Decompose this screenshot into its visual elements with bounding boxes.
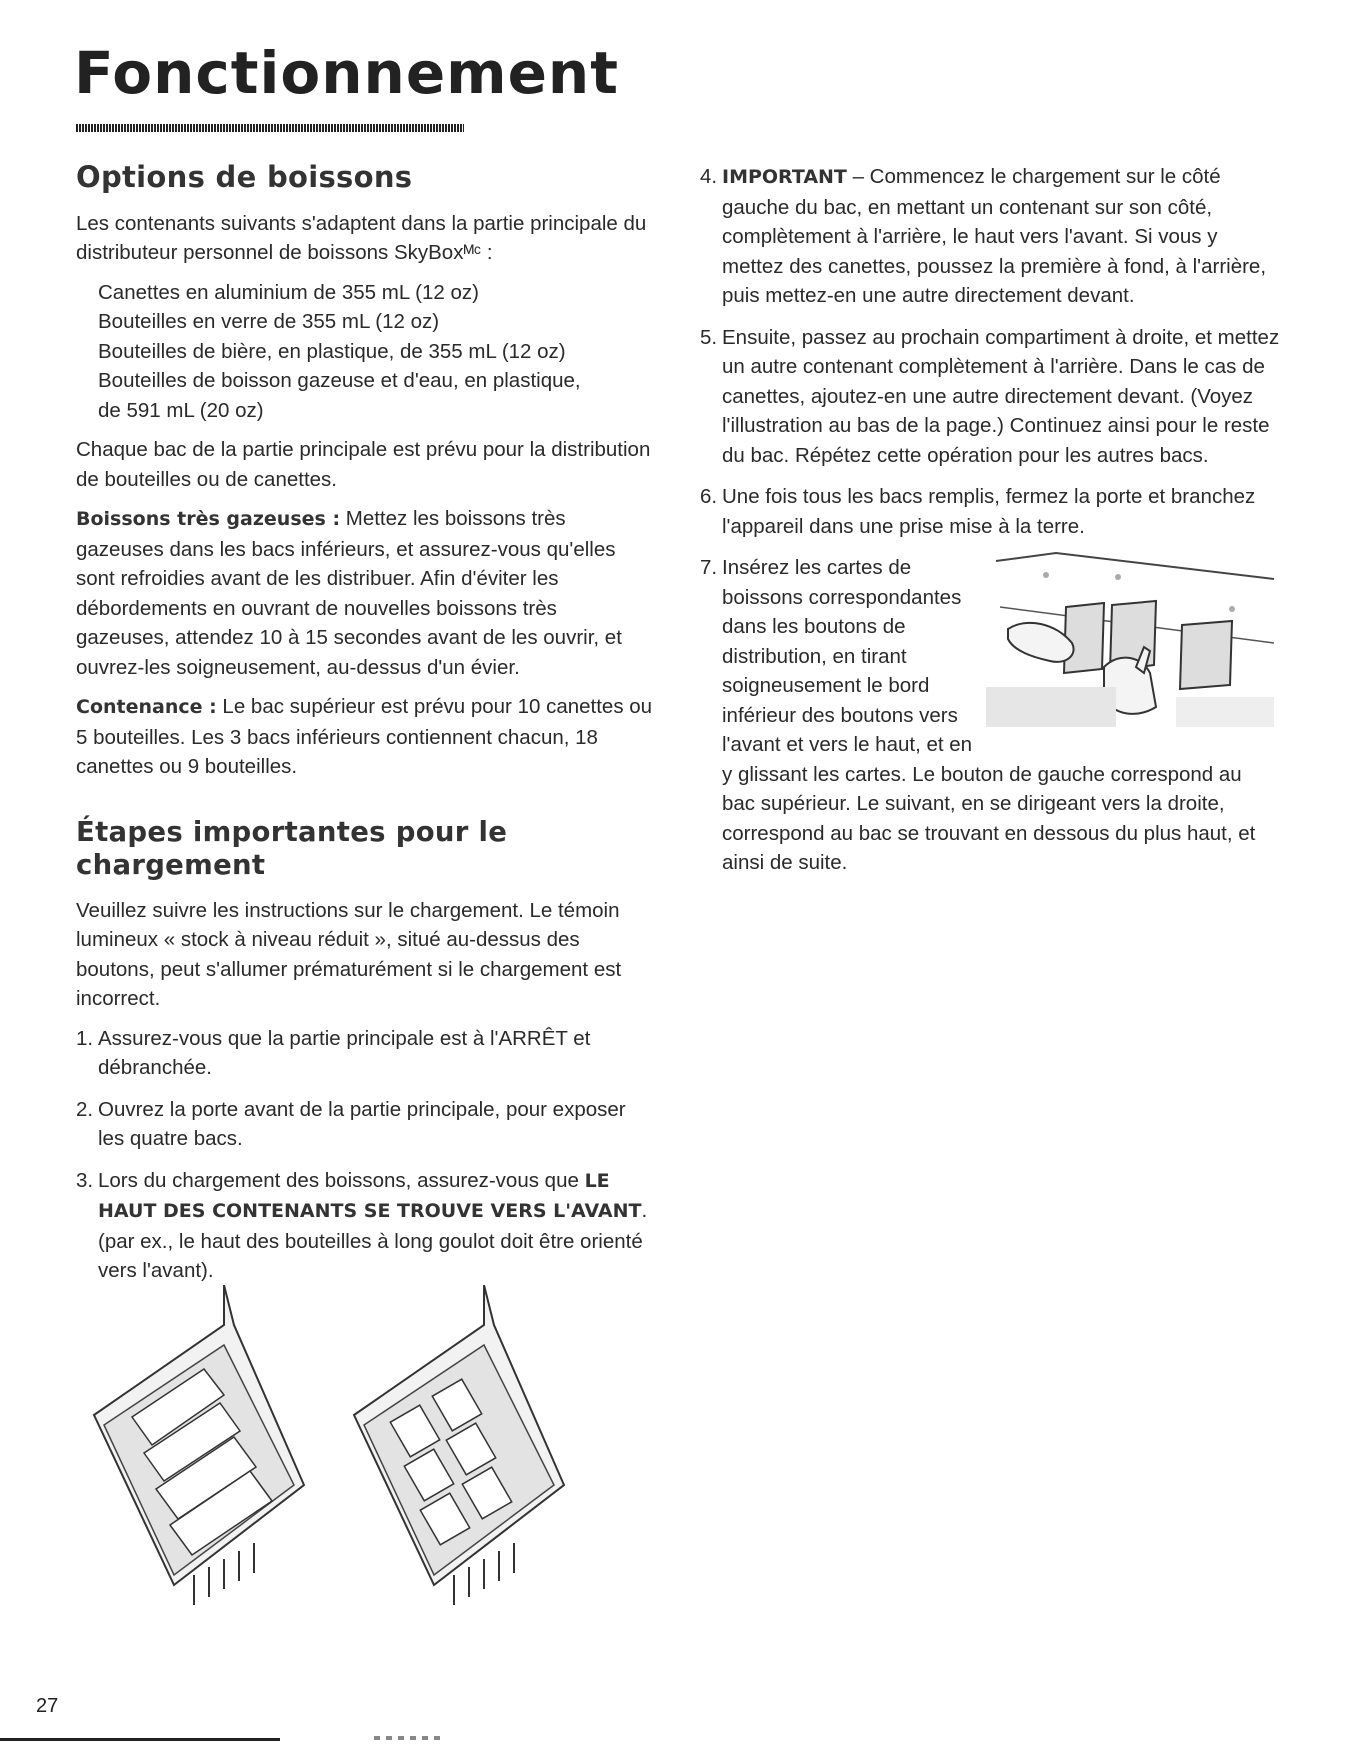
bottle-tray-drawing	[94, 1285, 304, 1605]
steps-right	[700, 162, 1280, 878]
right-column	[700, 162, 1280, 890]
step-text: Ouvrez la porte avant de la partie principale, pour exposer les quatre bacs.	[98, 1097, 626, 1151]
list-item: Bouteilles de boisson gazeuse et d'eau, en plastique,	[98, 369, 581, 393]
list-item: de 591 mL (20 oz)	[98, 398, 264, 422]
list-item: Bouteilles en verre de 355 mL (12 oz)	[98, 310, 440, 334]
step-text-caps: IMPORTANT	[722, 166, 847, 188]
container-list	[98, 278, 656, 426]
step-text-b: y glissant les cartes. Le bouton de gauche correspond au bac supérieur. Le suivant, en se dirigeant vers la droite, correspond au bac se trouvant en dessous du plus haut, et ainsi de suite.	[722, 762, 1256, 874]
step-number: 7.	[700, 556, 718, 579]
can-tray-drawing	[354, 1285, 564, 1605]
loading-intro: Veuillez suivre les instructions sur le chargement. Le témoin lumineux « stock à niveau réduit », situé au-dessus des boutons, peut s'allumer prématurément si le chargement est incorrect.	[76, 898, 622, 1011]
gazeuses-label: Boissons très gazeuses :	[76, 508, 341, 531]
step-5	[700, 323, 1280, 471]
contenance-text: Le bac supérieur est prévu pour 10 canettes ou 5 bouteilles. Les 3 bacs inférieurs contiennent chacun, 18 canettes ou 9 bouteilles.	[76, 695, 653, 779]
bottom-mark	[374, 1736, 444, 1740]
left-column	[76, 160, 656, 1298]
step-number: 5.	[700, 325, 718, 349]
step-2	[76, 1095, 656, 1154]
step-4	[700, 162, 1280, 311]
step-1	[76, 1024, 656, 1083]
step-6	[700, 482, 1280, 541]
section-heading-options: Options de boissons	[76, 160, 413, 194]
page-title: Fonctionnement	[74, 39, 619, 107]
step-number: 6.	[700, 485, 718, 508]
gazeuses-paragraph	[76, 504, 656, 682]
step-number: 3.	[76, 1168, 94, 1192]
step-number: 1.	[76, 1026, 94, 1050]
options-chaque: Chaque bac de la partie principale est prévu pour la distribution de bouteilles ou de canettes.	[76, 438, 651, 491]
step-text-pre: Lors du chargement des boissons, assurez-vous que	[98, 1168, 585, 1192]
options-intro: Les contenants suivants s'adaptent dans la partie principale du distributeur personnel de boissons SkyBoxᴹᶜ :	[76, 211, 647, 265]
step-text-post: . (par ex., le haut des bouteilles à long goulot doit être orienté vers l'avant).	[98, 1199, 648, 1283]
step-7	[700, 553, 1280, 878]
list-item: Bouteilles de bière, en plastique, de 355 mL (12 oz)	[98, 339, 566, 363]
tray-loading-illustration	[84, 1285, 654, 1630]
step-text-caps: LE HAUT DES CONTENANTS SE TROUVE VERS L'AVANT	[98, 1169, 642, 1223]
gazeuses-text: Mettez les boissons très gazeuses dans les bacs inférieurs, et assurez-vous qu'elles sont refroidies avant de les distribuer. Afin d'éviter les débordements en ouvrant de nouvelles boissons très gazeuses, attendez 10 à 15 secondes avant de les ouvrir, et ouvrez-les soigneusement, au-dessus d'un évier.	[76, 507, 622, 679]
title-rule	[76, 124, 464, 132]
contenance-label: Contenance :	[76, 696, 217, 719]
step-number: 4.	[700, 165, 718, 188]
step-text: Ensuite, passez au prochain compartiment à droite, et mettez un autre contenant complètement à l'arrière. Dans le cas de canettes, ajoutez-en une autre directement devant. (Voyez l'illustration au bas de la page.) Continuez ainsi pour le reste du bac. Répétez cette opération pour les autres bacs.	[722, 325, 1280, 467]
card-insert-illustration	[986, 547, 1274, 737]
step-3	[76, 1166, 656, 1286]
bottom-rule	[0, 1738, 280, 1741]
step-text-post: – Commencez le chargement sur le côté gauche du bac, en mettant un contenant sur son côté, complètement à l'arrière, le haut vers l'avant. Si vous y mettez des canettes, poussez la première à fond, à l'arrière, puis mettez-en une autre directement devant.	[722, 165, 1267, 307]
steps-left	[76, 1024, 656, 1286]
page-number: 27	[36, 1695, 59, 1717]
step-text: Assurez-vous que la partie principale est à l'ARRÊT et débranchée.	[98, 1026, 591, 1080]
list-item: Canettes en aluminium de 355 mL (12 oz)	[98, 280, 479, 304]
step-number: 2.	[76, 1097, 94, 1121]
section-heading-loading: Étapes importantes pour le chargement	[76, 815, 508, 881]
step-text: Une fois tous les bacs remplis, fermez la porte et branchez l'appareil dans une prise mise à la terre.	[722, 485, 1256, 538]
step-text-a: Insérez les cartes de boissons correspondantes dans les boutons de distribution, en tirant soigneusement le bord inférieur des boutons vers l'avant et vers le haut, et en	[722, 556, 973, 756]
contenance-paragraph	[76, 692, 656, 782]
